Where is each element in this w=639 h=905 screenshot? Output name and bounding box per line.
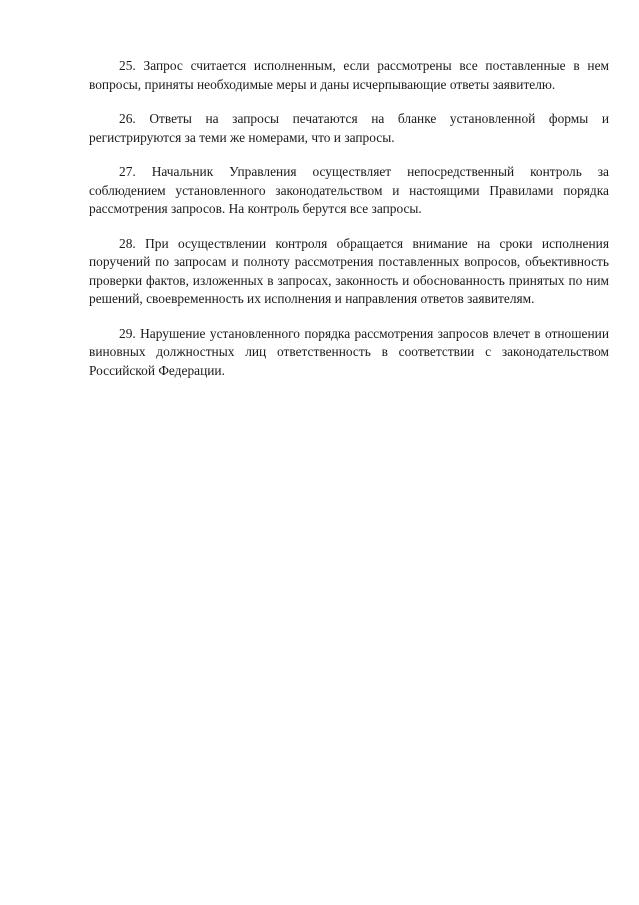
- document-page: [89, 57, 609, 396]
- paragraph-28: 28. При осуществлении контроля обращается внимание на сроки исполнения поручений по запросам и полноту рассмотрения поставленных вопросов, объективность проверки фактов, изложенных в запросах, законность и обоснованность принятых по ним решений, своевременность их исполнения и направления ответов заявителям.: [89, 235, 609, 306]
- paragraph-27: 27. Начальник Управления осуществляет непосредственный контроль за соблюдением установленного законодательством и настоящими Правилами порядка рассмотрения запросов. На контроль берутся все запросы.: [89, 164, 609, 216]
- paragraph-25: 25. Запрос считается исполненным, если рассмотрены все поставленные в нем вопросы, приняты необходимые меры и даны исчерпывающие ответы заявителю.: [89, 58, 609, 92]
- paragraph-29: 29. Нарушение установленного порядка рассмотрения запросов влечет в отношении виновных должностных лиц ответственность в соответствии с законодательством Российской Федерации.: [89, 325, 609, 378]
- paragraph-26: 26. Ответы на запросы печатаются на бланке установленной формы и регистрируются за теми же номерами, что и запросы.: [89, 111, 609, 145]
